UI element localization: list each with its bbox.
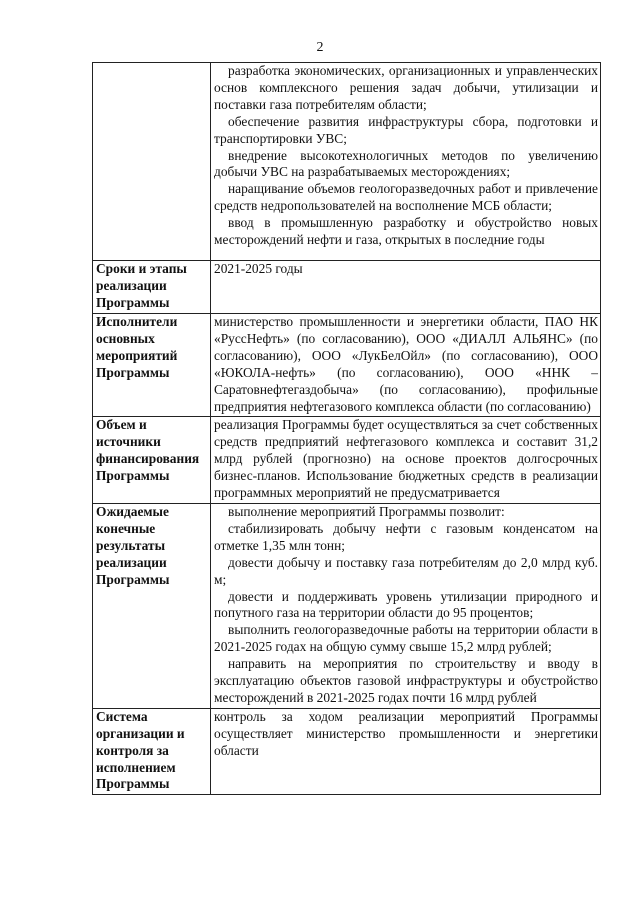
table-row xyxy=(93,503,601,708)
row-content xyxy=(211,708,601,795)
row-content xyxy=(211,261,601,314)
row-content xyxy=(211,417,601,504)
table-row xyxy=(93,314,601,417)
row-label: Исполнители основных мероприятий Программы xyxy=(93,314,211,417)
row-label: Система организации и контроля за исполнением Программы xyxy=(93,708,211,795)
page-number: 2 xyxy=(316,40,324,55)
executors-text: министерство промышленности и энергетики области, ПАО НК «РуссНефть» (по согласованию), ООО «ДИАЛЛ АЛЬЯНС» (по согласованию), ООО «ЛукБелОйл» (по согласованию), ООО «ЮКОЛА-нефть» (по согласованию), ООО «ННК – Саратовнефтегаздобыча» (по согласованию), профильные предприятия нефтегазового комплекса области (по согласованию) xyxy=(214,314,598,414)
row-content xyxy=(211,63,601,261)
table-row xyxy=(93,417,601,504)
result-paragraph: выполнить геологоразведочные работы на территории области в 2021-2025 годах на общую сумму свыше 15,2 млрд рублей; xyxy=(214,622,598,655)
program-passport-table xyxy=(92,62,601,795)
result-paragraph: довести и поддерживать уровень утилизации природного и попутного газа на территории области до 95 процентов; xyxy=(214,588,598,621)
task-paragraph: ввод в промышленную разработку и обустройство новых месторождений нефти и газа, открытых в последние годы xyxy=(214,215,598,248)
row-label: Ожидаемые конечные результаты реализации Программы xyxy=(93,503,211,708)
result-paragraph: стабилизировать добычу нефти с газовым конденсатом на отметке 1,35 млн тонн; xyxy=(214,520,598,553)
control-text: контроль за ходом реализации мероприятий Программы осуществляет министерство промышленности и энергетики области xyxy=(214,708,598,758)
task-paragraph: обеспечение развития инфраструктуры сбора, подготовки и транспортировки УВС; xyxy=(214,113,598,146)
task-paragraph: разработка экономических, организационных и управленческих основ комплексного решения задач добычи, утилизации и поставки газа потребителям области; xyxy=(214,63,598,112)
task-paragraph: наращивание объемов геологоразведочных работ и привлечение средств недропользователей на восполнение МСБ области; xyxy=(214,181,598,214)
task-paragraph: внедрение высокотехнологичных методов по увеличению добычи УВС на разрабатываемых месторождениях; xyxy=(214,147,598,180)
row-content xyxy=(211,503,601,708)
table-row xyxy=(93,63,601,261)
period-value: 2021-2025 годы xyxy=(214,261,303,276)
result-paragraph: направить на мероприятия по строительству и вводу в эксплуатацию объектов газовой инфраструктуры и обустройство месторождений в 2021-2025 годах почти 16 млрд рублей xyxy=(214,656,598,705)
table-row xyxy=(93,708,601,795)
row-label: Объем и источники финансирования Программы xyxy=(93,417,211,504)
row-content xyxy=(211,314,601,417)
row-label: Сроки и этапы реализации Программы xyxy=(93,261,211,314)
financing-text: реализация Программы будет осуществляться за счет собственных средств предприятий нефтегазового комплекса и составит 31,2 млрд рублей (прогнозно) на основе проектов долгосрочных бизнес-планов. Использование бюджетных средств в реализации программных мероприятий не предусматривается xyxy=(214,417,598,501)
result-paragraph: довести добычу и поставку газа потребителям до 2,0 млрд куб. м; xyxy=(214,554,598,587)
table-row xyxy=(93,261,601,314)
result-paragraph: выполнение мероприятий Программы позволит: xyxy=(228,503,505,519)
row-label xyxy=(93,63,211,261)
